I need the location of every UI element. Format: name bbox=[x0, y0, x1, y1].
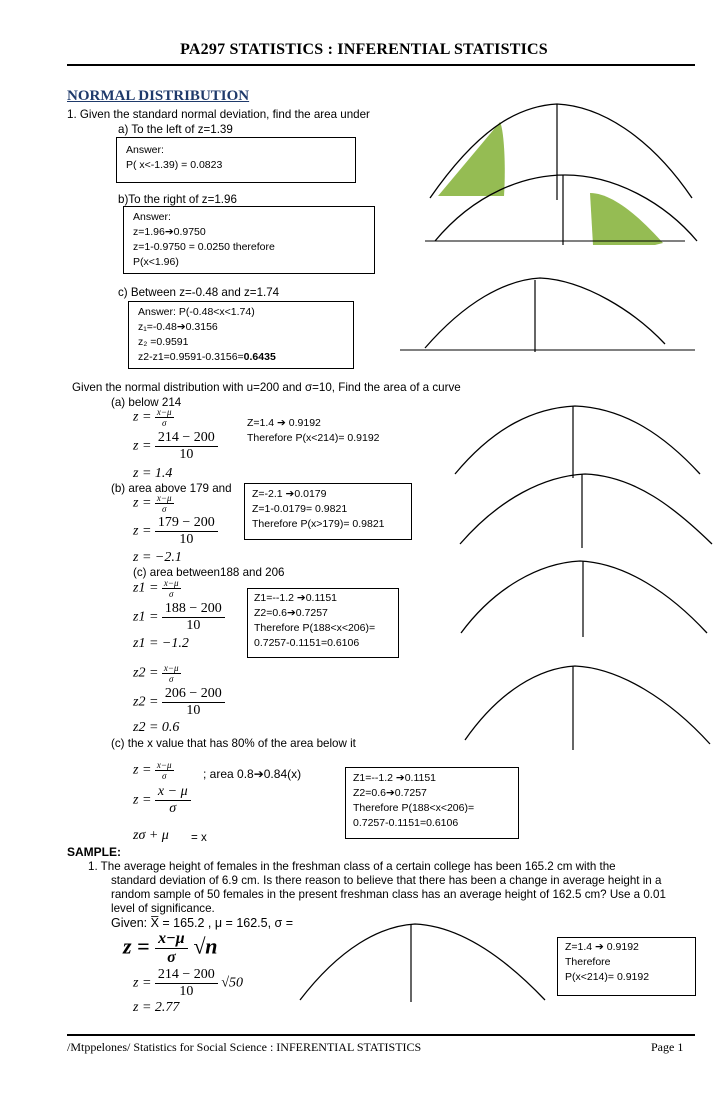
q1b-answer-line: Answer: bbox=[133, 211, 171, 223]
q1b-answer-line: z=1.96➔0.9750 bbox=[133, 226, 206, 238]
bell-curve bbox=[435, 175, 697, 241]
page-title: PA297 STATISTICS : INFERENTIAL STATISTICS bbox=[180, 41, 548, 58]
q1c-answer-line: z₁=-0.48➔0.3156 bbox=[138, 321, 218, 333]
sample-problem-line: level of significance. bbox=[111, 902, 215, 915]
sample-big-formula: z = $\frac{x-\mu}{\sigma}$ √n bbox=[123, 930, 218, 966]
q2c-z1-result: z1 = −1.2 bbox=[133, 636, 189, 651]
q1b-label: b)To the right of z=1.96 bbox=[118, 193, 237, 206]
q2c-z1-substitution: z1 = $\frac{188 - 200}{10}$ bbox=[133, 601, 225, 634]
q2d-area-text: ; area 0.8➔0.84(x) bbox=[203, 767, 302, 781]
q1a-label: a) To the left of z=1.39 bbox=[118, 123, 233, 136]
sample-given: Given: X̅ = 165.2 , μ = 162.5, σ = bbox=[111, 916, 294, 930]
normal-curve-q2d bbox=[460, 660, 720, 755]
sample-problem-line: standard deviation of 6.9 cm. Is there reason to believe that there has been a change in average height in a bbox=[111, 874, 662, 887]
sample-substitution: z = $\frac{214 - 200}{10}$ √50 bbox=[133, 967, 243, 999]
normal-curve-q1c bbox=[395, 272, 705, 358]
q2d-label: (c) the x value that has 80% of the area below it bbox=[111, 737, 356, 750]
q1c-answer-line: z₂ =0.9591 bbox=[138, 336, 189, 348]
shaded-right-tail bbox=[590, 193, 663, 245]
bell-curve bbox=[460, 474, 712, 544]
normal-curve-q1b bbox=[415, 163, 715, 263]
q2c-answer-box: Z1=--1.2 ➔0.1151 Z2=0.6➔0.7257 Therefore P(188<x<206)= 0.7257-0.1151=0.6106 bbox=[247, 588, 399, 658]
question-2-prompt: Given the normal distribution with u=200 and σ=10, Find the area of a curve bbox=[72, 381, 461, 394]
q1c-answer-box bbox=[128, 301, 354, 369]
q1a-answer-line: Answer: bbox=[126, 144, 164, 156]
q1c-answer-line: Answer: P(-0.48<x<1.74) bbox=[138, 306, 255, 318]
q2a-formula: z = $\frac{x-\mu}{\sigma}$ bbox=[133, 407, 172, 428]
normal-curve-sample bbox=[290, 918, 560, 1008]
footer-left: /Mtppelones/ Statistics for Social Science : INFERENTIAL STATISTICS bbox=[67, 1040, 422, 1054]
q2c-z2-formula: z2 = $\frac{x-\mu}{\sigma}$ bbox=[133, 663, 179, 684]
bell-curve bbox=[465, 666, 710, 744]
q2d-solve-x: zσ + μ bbox=[133, 828, 169, 843]
footer-rule bbox=[67, 1034, 695, 1036]
sample-heading: SAMPLE: bbox=[67, 845, 121, 859]
footer-page-number: Page 1 bbox=[651, 1040, 684, 1054]
q2c-z1-formula: z1 = $\frac{x-\mu}{\sigma}$ bbox=[133, 578, 179, 599]
sample-answer-box: Z=1.4 ➔ 0.9192 Therefore P(x<214)= 0.9192 bbox=[557, 937, 696, 996]
q1b-answer-line: z=1-0.9750 = 0.0250 therefore bbox=[133, 241, 275, 253]
sample-problem-line: 1. The average height of females in the freshman class of a certain college has been 165.2 cm with the bbox=[88, 860, 616, 873]
normal-curve-q2c bbox=[455, 553, 715, 643]
q2b-answer-box: Z=-2.1 ➔0.0179 Z=1-0.0179= 0.9821 Therefore P(x>179)= 0.9821 bbox=[244, 483, 412, 540]
q2a-label: (a) below 214 bbox=[111, 396, 182, 409]
q2b-formula: z = $\frac{x-\mu}{\sigma}$ bbox=[133, 493, 172, 514]
q2c-z2-substitution: z2 = $\frac{206 - 200}{10}$ bbox=[133, 686, 225, 719]
q2b-substitution: z = $\frac{179 - 200}{10}$ bbox=[133, 515, 218, 548]
sample-result: z = 2.77 bbox=[133, 1000, 180, 1015]
q2b-result: z = −2.1 bbox=[133, 550, 182, 565]
bell-curve bbox=[425, 278, 665, 348]
q2d-solve-x-rhs: = x bbox=[191, 831, 207, 844]
bell-curve bbox=[300, 924, 545, 1000]
q1c-label: c) Between z=-0.48 and z=1.74 bbox=[118, 286, 280, 299]
question-1-prompt: 1. Given the standard normal deviation, find the area under bbox=[67, 108, 370, 121]
q1c-final-answer: 0.6435 bbox=[243, 351, 276, 363]
sample-problem-line: random sample of 50 females in the present freshman class has an average height of 162.5 cm? Use a 0.01 bbox=[111, 888, 666, 901]
q2c-label: (c) area between188 and 206 bbox=[133, 566, 285, 579]
q1b-answer-line: P(x<1.96) bbox=[133, 256, 179, 268]
header-rule bbox=[67, 64, 695, 66]
bell-curve bbox=[461, 561, 707, 633]
section-heading-normal-distribution: NORMAL DISTRIBUTION bbox=[67, 88, 250, 104]
q2a-answer-text: Z=1.4 ➔ 0.9192 Therefore P(x<214)= 0.9192 bbox=[247, 417, 380, 444]
q2d-answer-box: Z1=--1.2 ➔0.1151 Z2=0.6➔0.7257 Therefore P(188<x<206)= 0.7257-0.1151=0.6106 bbox=[345, 767, 519, 839]
q1a-answer-line: P( x<-1.39) = 0.0823 bbox=[126, 159, 223, 171]
normal-curve-q2b bbox=[450, 468, 720, 558]
q2d-rearranged: z = $\frac{x - \mu}{\sigma}$ bbox=[133, 784, 191, 817]
q2c-z2-result: z2 = 0.6 bbox=[133, 720, 180, 735]
q2a-result: z = 1.4 bbox=[133, 466, 173, 481]
bell-curve bbox=[455, 406, 700, 474]
q1a-answer-box bbox=[116, 137, 356, 183]
q2a-substitution: z = $\frac{214 - 200}{10}$ bbox=[133, 430, 218, 463]
q2b-label: (b) area above 179 and bbox=[111, 482, 232, 495]
q1b-answer-box bbox=[123, 206, 375, 274]
q1c-answer-line: z2-z1=0.9591-0.3156=0.6435 bbox=[138, 351, 276, 363]
q2d-formula: z = $\frac{x-\mu}{\sigma}$ bbox=[133, 760, 172, 781]
